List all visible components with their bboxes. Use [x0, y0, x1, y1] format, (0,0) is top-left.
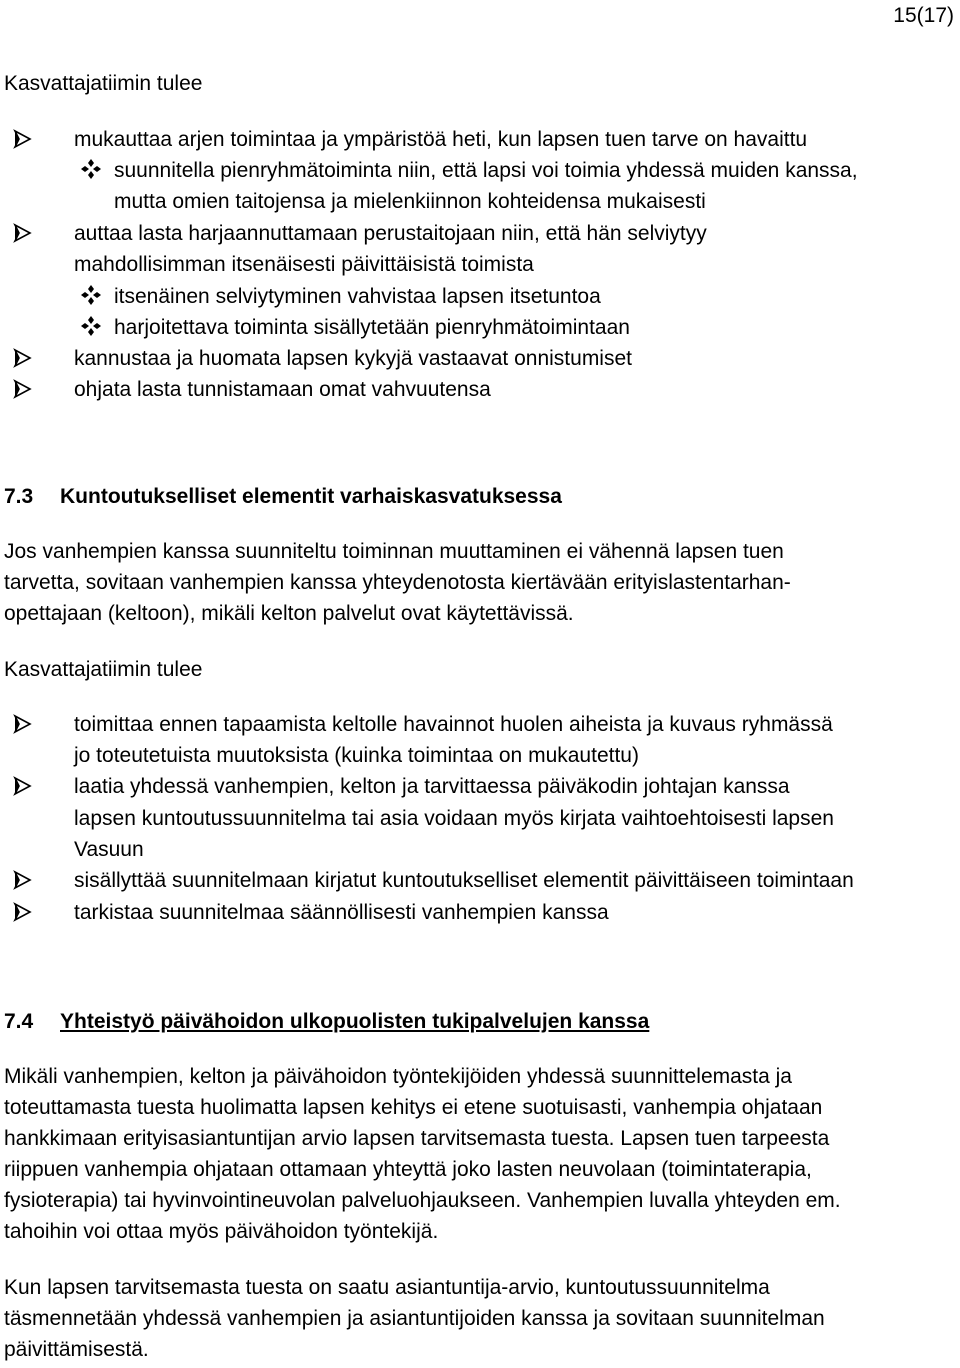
- list-item: kannustaa ja huomata lapsen kykyjä vastaavat onnistumiset: [74, 347, 632, 370]
- arrowhead-bullet-icon: [12, 378, 34, 400]
- intro-text: Kasvattajatiimin tulee: [4, 658, 203, 681]
- list-item: laatia yhdessä vanhempien, kelton ja tarvittaessa päiväkodin johtajan kanssa: [74, 775, 790, 798]
- list-item: auttaa lasta harjaannuttamaan perustaitojaan niin, että hän selviytyy: [74, 222, 707, 245]
- list-item-continuation: lapsen kuntoutussuunnitelma tai asia voidaan myös kirjata vaihtoehtoisesti lapsen: [74, 807, 834, 830]
- list-item: sisällyttää suunnitelmaan kirjatut kuntoutukselliset elementit päivittäiseen toimintaan: [74, 869, 854, 892]
- sub-list-item: harjoitettava toiminta sisällytetään pienryhmätoimintaan: [114, 316, 630, 339]
- paragraph-line: hankkimaan erityisasiantuntijan arvio lapsen tarvitsemasta tuesta. Lapsen tuen tarpeesta: [4, 1127, 830, 1150]
- section-title: Kuntoutukselliset elementit varhaiskasvatuksessa: [60, 485, 562, 508]
- arrowhead-bullet-icon: [12, 901, 34, 923]
- paragraph-line: toteuttamasta tuesta huolimatta lapsen kehitys ei etene suotuisasti, vanhempia ohjataan: [4, 1096, 823, 1119]
- paragraph-line: opettajaan (keltoon), mikäli kelton palvelut ovat käytettävissä.: [4, 602, 574, 625]
- arrowhead-bullet-icon: [12, 222, 34, 244]
- arrowhead-bullet-icon: [12, 775, 34, 797]
- list-item: mukauttaa arjen toimintaa ja ympäristöä heti, kun lapsen tuen tarve on havaittu: [74, 128, 808, 151]
- section-number: 7.3: [4, 485, 34, 508]
- paragraph-line: Mikäli vanhempien, kelton ja päivähoidon työntekijöiden yhdessä suunnittelemasta ja: [4, 1065, 792, 1088]
- paragraph-line: Jos vanhempien kanssa suunniteltu toiminnan muuttaminen ei vähennä lapsen tuen: [4, 540, 784, 563]
- list-item-continuation: mutta omien taitojensa ja mielenkiinnon kohteidensa mukaisesti: [114, 190, 706, 213]
- section-title: Yhteistyö päivähoidon ulkopuolisten tukipalvelujen kanssa: [60, 1010, 650, 1033]
- intro-text: Kasvattajatiimin tulee: [4, 72, 203, 95]
- paragraph-line: tahoihin voi ottaa myös päivähoidon työntekijä.: [4, 1220, 439, 1243]
- section-number: 7.4: [4, 1010, 34, 1033]
- paragraph-line: riippuen vanhempia ohjataan ottamaan yhteyttä joko lasten neuvolaan (toimintaterapia,: [4, 1158, 812, 1181]
- list-item-continuation: mahdollisimman itsenäisesti päivittäisistä toimista: [74, 253, 534, 276]
- paragraph-line: päivittämisestä.: [4, 1338, 149, 1361]
- diamond-bullet-icon: [80, 284, 102, 306]
- arrowhead-bullet-icon: [12, 713, 34, 735]
- diamond-bullet-icon: [80, 158, 102, 180]
- arrowhead-bullet-icon: [12, 347, 34, 369]
- sub-list-item: itsenäinen selviytyminen vahvistaa lapsen itsetuntoa: [114, 285, 601, 308]
- list-item: toimittaa ennen tapaamista keltolle havainnot huolen aiheista ja kuvaus ryhmässä: [74, 713, 833, 736]
- list-item-continuation: jo toteutetuista muutoksista (kuinka toimintaa on mukautettu): [74, 744, 639, 767]
- list-item: suunnitella pienryhmätoiminta niin, että lapsi voi toimia yhdessä muiden kanssa,: [114, 159, 858, 182]
- arrowhead-bullet-icon: [12, 869, 34, 891]
- list-item: ohjata lasta tunnistamaan omat vahvuutensa: [74, 378, 491, 401]
- page-number: 15(17): [893, 4, 954, 27]
- paragraph-line: Kun lapsen tarvitsemasta tuesta on saatu asiantuntija-arvio, kuntoutussuunnitelma: [4, 1276, 770, 1299]
- arrowhead-bullet-icon: [12, 128, 34, 150]
- diamond-bullet-icon: [80, 315, 102, 337]
- paragraph-line: täsmennetään yhdessä vanhempien ja asiantuntijoiden kanssa ja sovitaan suunnitelman: [4, 1307, 825, 1330]
- list-item-continuation: Vasuun: [74, 838, 144, 861]
- paragraph-line: fysioterapia) tai hyvinvointineuvolan palveluohjaukseen. Vanhempien luvalla yhteyden em.: [4, 1189, 841, 1212]
- paragraph-line: tarvetta, sovitaan vanhempien kanssa yhteydenotosta kiertävään erityislastentarhan-: [4, 571, 791, 594]
- list-item: tarkistaa suunnitelmaa säännöllisesti vanhempien kanssa: [74, 901, 609, 924]
